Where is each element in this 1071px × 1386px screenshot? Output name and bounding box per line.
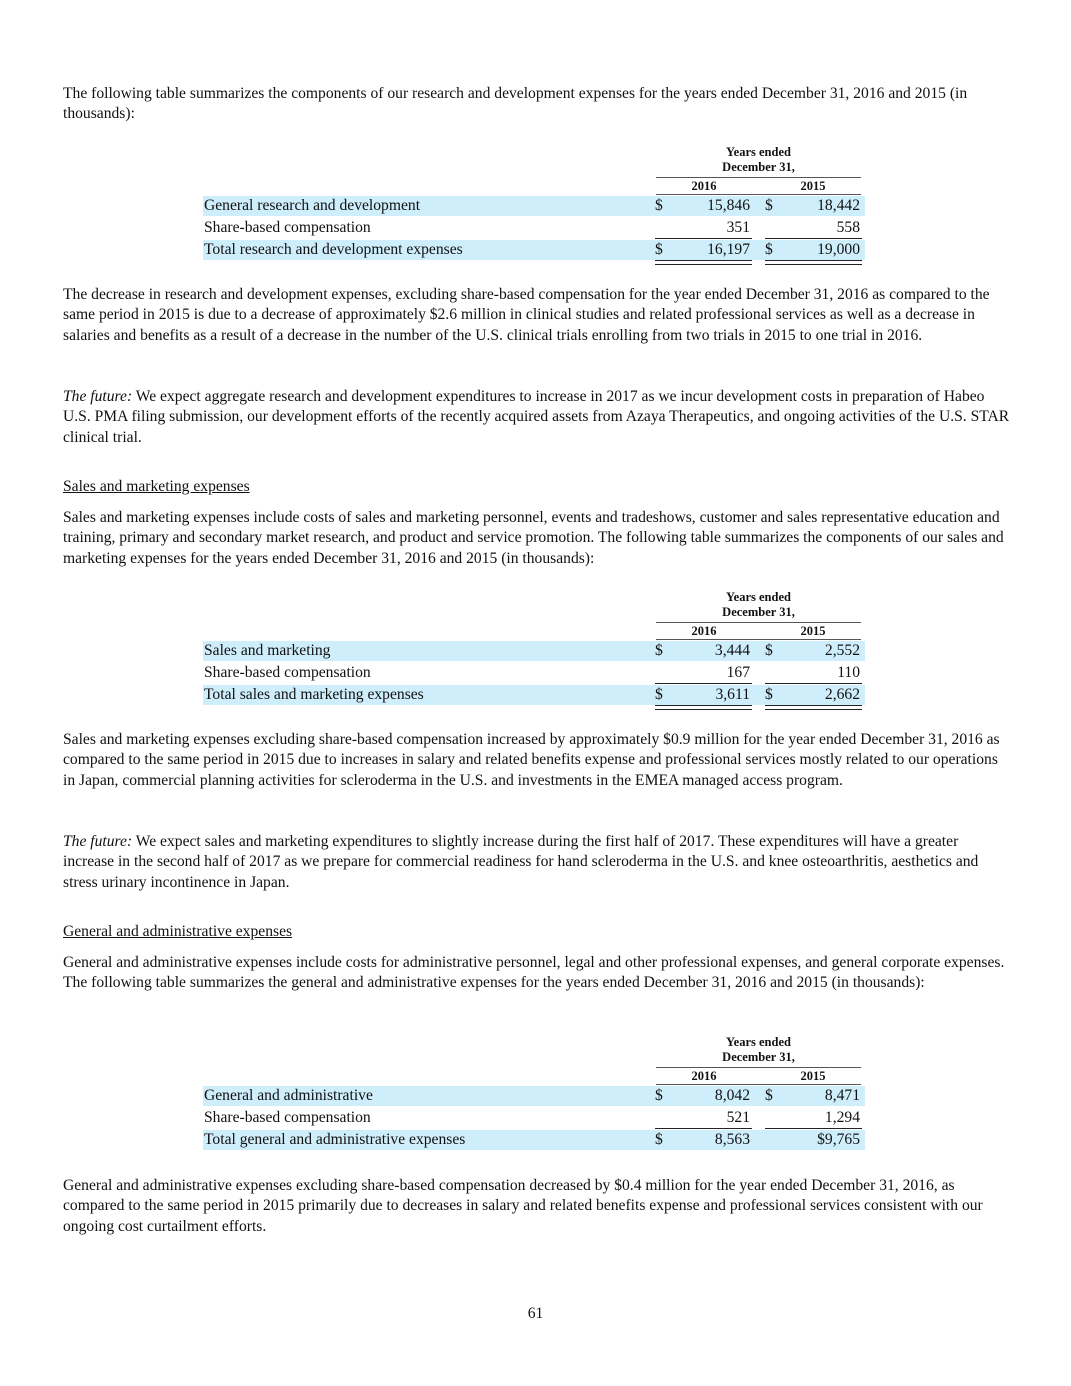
row-label: Sales and marketing: [204, 642, 331, 659]
column-header-2016: 2016: [691, 1069, 717, 1083]
header-rule-lower: [656, 1084, 861, 1085]
table-header-years-ended: Years ended: [726, 1035, 791, 1049]
value-2015: 8,471: [824, 1087, 860, 1104]
value-2016: 521: [726, 1109, 750, 1126]
value-2015: 18,442: [817, 197, 860, 214]
header-rule: [656, 622, 861, 623]
value-2016: 8,042: [714, 1087, 750, 1104]
value-2016: 351: [726, 219, 750, 236]
row-label: Share-based compensation: [204, 1109, 371, 1126]
value-2015: $9,765: [817, 1131, 860, 1148]
row-label: Share-based compensation: [204, 219, 371, 236]
header-rule-lower: [656, 194, 861, 195]
table-row-total: [203, 685, 865, 705]
table-header-years-ended: Years ended: [726, 145, 791, 159]
dollar-sign: $: [655, 1087, 663, 1104]
total-double-rule: [655, 260, 752, 265]
total-double-rule: [765, 260, 862, 265]
subtotal-rule: [655, 238, 752, 239]
dollar-sign: $: [655, 686, 663, 703]
row-label: Total sales and marketing expenses: [204, 686, 424, 703]
subtotal-rule: [655, 1128, 752, 1129]
sm-intro-paragraph: Sales and marketing expenses include costs of sales and marketing personnel, events and tradeshows, customer and sales representative education and training, primary and secondary market research, and product and service promotion. The following table summarizes the components of our sales and marketing expenses for the years ended December 31, 2016 and 2015 (in thousands):: [63, 509, 1004, 567]
value-2015: 2,552: [824, 642, 860, 659]
rd-discussion-paragraph: The decrease in research and development expenses, excluding share-based compensation for the year ended December 31, 2016 as compared to the same period in 2015 is due to a decrease of approximately $2.6 million in clinical studies and related professional services as well as a decrease in salaries and benefits as a result of a decrease in the number of the U.S. clinical trials enrolling from two trials in 2015 to one trial in 2016.: [63, 286, 990, 344]
future-lead: The future:: [63, 833, 133, 850]
dollar-sign: $: [765, 686, 773, 703]
value-2016: 15,846: [707, 197, 750, 214]
value-2015: 19,000: [817, 241, 860, 258]
row-label: General research and development: [204, 197, 421, 214]
ga-heading: General and administrative expenses: [63, 923, 293, 940]
table-header-december: December 31,: [722, 1050, 795, 1064]
column-header-2016: 2016: [691, 179, 717, 193]
dollar-sign: $: [655, 1131, 663, 1148]
table-row: [203, 1086, 865, 1106]
value-2016: 16,197: [707, 241, 750, 258]
table-header-december: December 31,: [722, 605, 795, 619]
rd-intro-paragraph: The following table summarizes the components of our research and development expenses for the years ended December 31, 2016 and 2015 (in thousands):: [63, 85, 968, 123]
column-header-2016: 2016: [691, 624, 717, 638]
total-double-rule: [765, 705, 862, 710]
table-row-total: [203, 240, 865, 260]
column-header-2015: 2015: [800, 624, 826, 638]
ga-discussion-paragraph: General and administrative expenses excluding share-based compensation decreased by $0.4 million for the year ended December 31, 2016, as compared to the same period in 2015 primarily due to decreases in salary and related benefits expense and professional services consistent with our ongoing cost curtailment efforts.: [63, 1177, 983, 1235]
value-2016: 167: [726, 664, 750, 681]
row-label: Share-based compensation: [204, 664, 371, 681]
dollar-sign: $: [765, 1087, 773, 1104]
future-lead: The future:: [63, 388, 133, 405]
value-2015: 110: [837, 664, 860, 681]
table-header-years-ended: Years ended: [726, 590, 791, 604]
subtotal-rule: [765, 238, 862, 239]
header-rule: [656, 177, 861, 178]
header-rule: [656, 1067, 861, 1068]
value-2015: 2,662: [824, 686, 860, 703]
dollar-sign: $: [765, 241, 773, 258]
sm-discussion-paragraph: Sales and marketing expenses excluding share-based compensation increased by approximately $0.9 million for the year ended December 31, 2016 as compared to the same period in 2015 due to increases in salary and related benefits expense and professional services mostly related to our operations in Japan, commercial planning activities for scleroderma in the U.S. and investments in the EMEA managed access program.: [63, 731, 1000, 789]
future-text: We expect sales and marketing expenditures to slightly increase during the first half of 2017. These expenditures will have a greater increase in the second half of 2017 as we prepare for commercial readiness for hand scleroderma in the U.S. and knee osteoarthritis, aesthetics and stress urinary incontinence in Japan.: [63, 833, 979, 891]
table-row-total: [203, 1130, 865, 1150]
ga-expense-table: [203, 1033, 865, 1153]
subtotal-rule: [765, 683, 862, 684]
value-2016: 3,444: [714, 642, 750, 659]
total-double-rule: [655, 705, 752, 710]
rd-expense-table: [203, 143, 865, 263]
dollar-sign: $: [655, 241, 663, 258]
sm-expense-table: [203, 588, 865, 708]
row-label: General and administrative: [204, 1087, 373, 1104]
dollar-sign: $: [655, 642, 663, 659]
table-row: [203, 663, 865, 683]
table-row: [203, 218, 865, 238]
sm-future-paragraph: [63, 832, 1013, 893]
rd-future-paragraph: [63, 387, 1013, 448]
value-2015: 558: [836, 219, 860, 236]
future-text: We expect aggregate research and development expenditures to increase in 2017 as we incur development costs in preparation of Habeo U.S. PMA filing submission, our development efforts of the recently acquired assets from Azaya Therapeutics, and ongoing activities of the U.S. STAR clinical trial.: [63, 388, 1010, 446]
sm-heading: Sales and marketing expenses: [63, 478, 250, 495]
table-row: [203, 641, 865, 661]
column-header-2015: 2015: [800, 1069, 826, 1083]
header-rule-lower: [656, 639, 861, 640]
ga-intro-paragraph: General and administrative expenses include costs for administrative personnel, legal and other professional expenses, and general corporate expenses. The following table summarizes the general and administrative expenses for the years ended December 31, 2016 and 2015 (in thousands):: [63, 954, 1005, 992]
value-2015: 1,294: [824, 1109, 860, 1126]
subtotal-rule: [655, 683, 752, 684]
row-label: Total general and administrative expenses: [204, 1131, 466, 1148]
dollar-sign: $: [765, 197, 773, 214]
subtotal-rule: [765, 1128, 862, 1129]
row-label: Total research and development expenses: [204, 241, 463, 258]
table-row: [203, 1108, 865, 1128]
table-header-december: December 31,: [722, 160, 795, 174]
table-row: [203, 196, 865, 216]
value-2016: 8,563: [714, 1131, 750, 1148]
dollar-sign: $: [655, 197, 663, 214]
dollar-sign: $: [765, 642, 773, 659]
page-number: 61: [527, 1305, 544, 1322]
value-2016: 3,611: [715, 686, 750, 703]
column-header-2015: 2015: [800, 179, 826, 193]
